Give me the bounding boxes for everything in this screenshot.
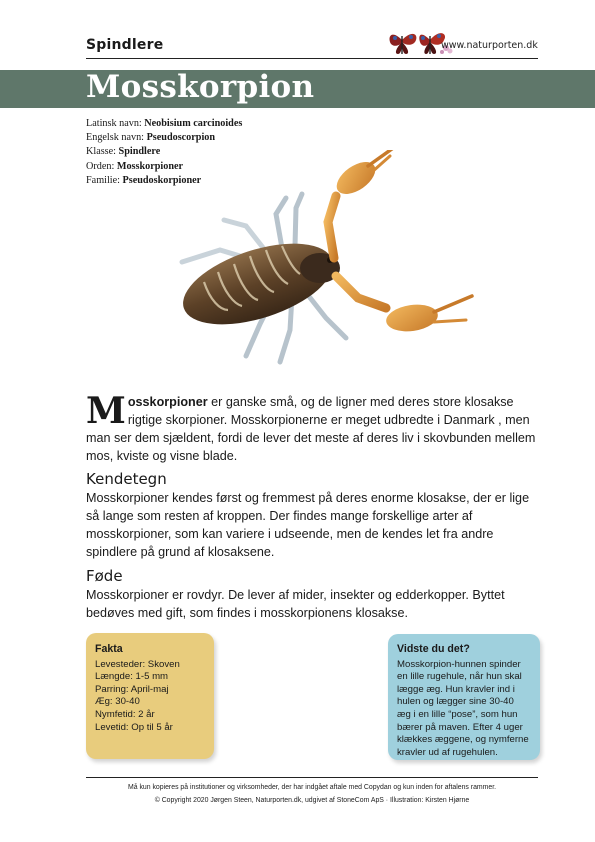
footer-copyright: © Copyright 2020 Jørgen Steen, Naturporten.dk, udgivet af StoneCom ApS · Illustration: Kirsten Hjørne — [154, 797, 470, 804]
taxonomy-row — [86, 117, 242, 131]
intro-lead: osskorpioner — [127, 395, 208, 409]
taxonomy-label: Klasse: — [86, 146, 119, 158]
taxonomy-value: Neobisium carcinoides — [144, 118, 243, 129]
vidste-line: æg i en lille “pose”, som hun — [397, 708, 518, 720]
vidste-line: bærer på maven. Efter 4 uger — [397, 721, 523, 733]
section-text-kendetegn: Mosskorpioner kendes først og fremmest på deres enorme klosakse, der er lige så lange som resten af kroppen. Der findes mange forskellige arter af mosskorpioner, som kan variere i udseende, men de kendes let fra andre spindlere på grund af klosaksene. — [86, 491, 530, 559]
taxonomy-label: Latinsk navn: — [86, 118, 145, 129]
fakta-line: Parring: April-maj — [95, 683, 169, 695]
section-text-fode: Mosskorpioner er rovdyr. De lever af mider, insekter og edderkopper. Byttet bedøves med gift, som findes i mosskorpionens klosakse. — [86, 588, 505, 620]
drop-cap: M — [86, 390, 126, 432]
pseudoscorpion-illustration — [150, 150, 480, 380]
vidste-title: Vidste du det? — [397, 643, 470, 655]
taxonomy-label: Familie: — [86, 174, 123, 186]
fakta-line: Længde: 1-5 mm — [95, 671, 169, 683]
page-category: Spindlere — [86, 37, 164, 53]
vidste-du-det-box — [388, 634, 540, 760]
footer-license: Må kun kopieres på institutioner og virksomheder, der har indgået aftale med Copydan og kun inden for aftalens rammer. — [127, 784, 497, 791]
fakta-line: Levetid: Op til 5 år — [95, 721, 173, 733]
fakta-box — [86, 633, 214, 759]
site-url: www.naturporten.dk — [441, 40, 538, 51]
footer-divider — [86, 777, 538, 778]
fakta-title: Fakta — [95, 643, 123, 655]
vidste-line: en lille rugehule, når hun skal — [397, 671, 522, 683]
vidste-line: Mosskorpion-hunnen spinder — [397, 658, 521, 670]
vidste-line: kravler ud af rugehulen. — [397, 746, 498, 758]
intro-text: er ganske små, og de ligner med deres store klosakse rigtige skorpioner. Mosskorpionerne er meget udbredte i Danmark , men man ser dem sjældent, fordi de lever det meste af deres liv i skovbunden mellem mos, kviste og visne blade. — [86, 395, 536, 463]
taxonomy-label: Orden: — [86, 160, 117, 172]
vidste-line: lægge æg. Hun kravler ind i — [397, 683, 515, 695]
taxonomy-value: Pseudoskorpioner — [122, 174, 202, 186]
section-heading-fode: Føde — [86, 567, 123, 585]
taxonomy-value: Pseudoscorpion — [146, 132, 216, 144]
taxonomy-label: Engelsk navn: — [86, 132, 147, 144]
section-heading-kendetegn: Kendetegn — [86, 470, 167, 488]
fakta-line: Æg: 30-40 — [95, 696, 140, 708]
fakta-line: Nymfetid: 2 år — [95, 708, 155, 720]
vidste-line: hulen og lægger sine 30-40 — [397, 696, 514, 708]
header-divider — [86, 58, 538, 59]
page-title: Mosskorpion — [86, 69, 315, 105]
taxonomy-row — [86, 131, 242, 145]
intro-paragraph — [86, 390, 541, 465]
taxonomy-value: Mosskorpioner — [116, 160, 184, 172]
vidste-line: klækkes æggene, og nymferne — [397, 734, 529, 746]
taxonomy-value: Spindlere — [118, 146, 161, 158]
fakta-line: Levesteder: Skoven — [95, 658, 180, 670]
